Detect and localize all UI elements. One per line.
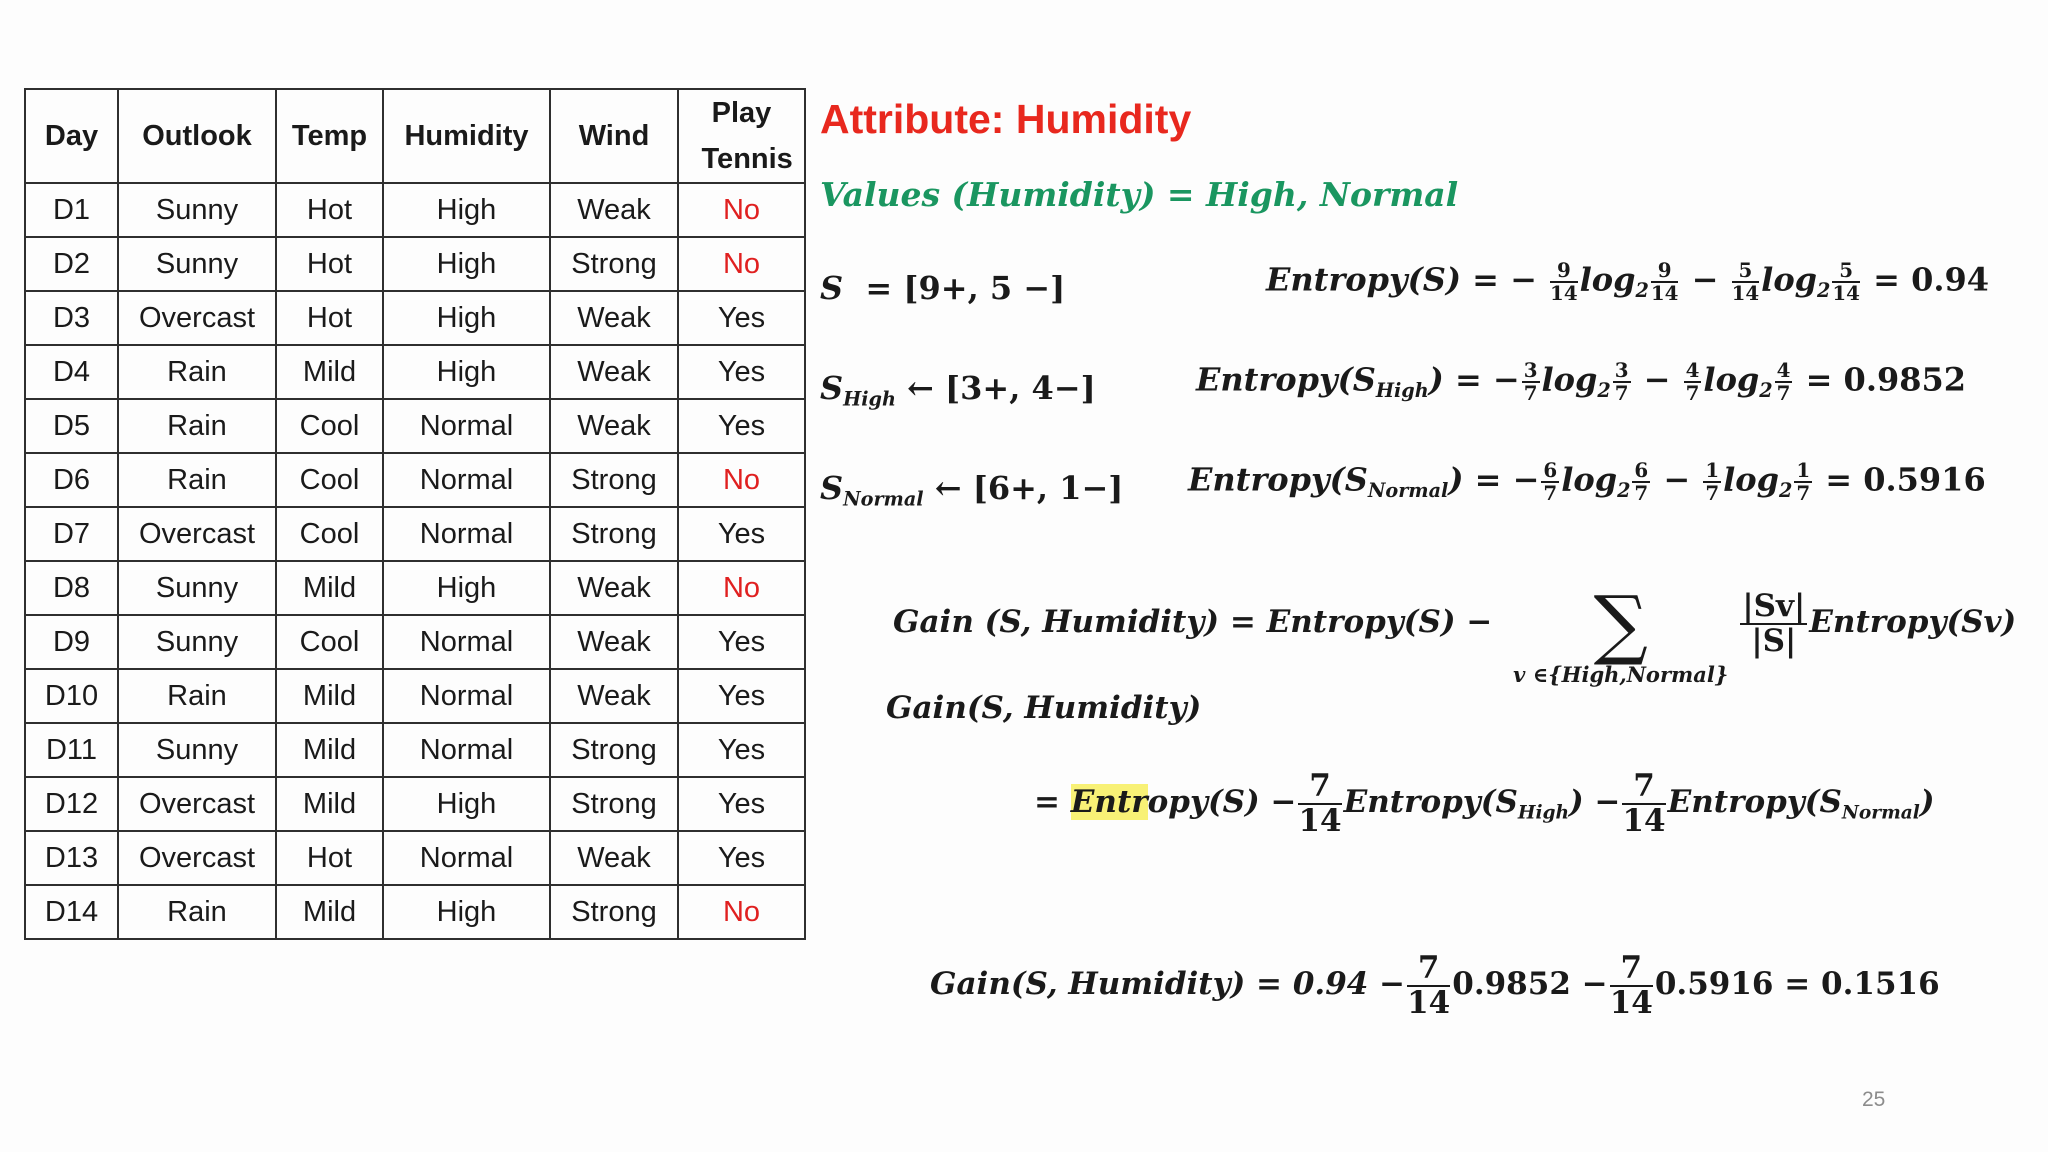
table-row [25, 615, 805, 669]
table-cell: D9 [25, 615, 118, 669]
values-line: Values (Humidity) = High, Normal [820, 175, 1459, 214]
table-cell: Cool [276, 399, 383, 453]
entropy-high-n1b: 3 [1614, 358, 1629, 382]
gain-general-lhs: Gain (S, Humidity) = Entropy(S) − [893, 604, 1493, 641]
slide-title: Attribute: Humidity [820, 96, 1192, 142]
table-cell: Normal [383, 831, 550, 885]
entropy-high-equation: $Entropy(S_{High})$ = − $\frac{3}{7}$ $\log_2$ $\frac{3}{7}$ − $\frac{4}{7}$ $\log_2$ $\frac{4}{7}$ = 0.9852 [1196, 358, 1967, 405]
table-cell: D5 [25, 399, 118, 453]
table-body [25, 183, 805, 939]
s-high-rhs: ← [3+, 4−] [907, 369, 1096, 407]
table-cell: Cool [276, 507, 383, 561]
play-tennis-table [24, 88, 806, 940]
table-cell: Hot [276, 831, 383, 885]
table-cell: No [678, 237, 805, 291]
table-cell: Weak [550, 669, 678, 723]
gain-general-tail: Entropy(Sv) [1809, 604, 2017, 641]
table-cell: Hot [276, 291, 383, 345]
entropy-s-equation: Entropy(S) = − $\frac{9}{14}$ $\log_2$ $\frac{9}{14}$ − $\frac{5}{14}$ $\log_2$ $\frac{5}{14}$ = 0.94 [1266, 258, 1990, 305]
table-cell: D13 [25, 831, 118, 885]
table-cell: Weak [550, 615, 678, 669]
table-row [25, 291, 805, 345]
table-cell: Weak [550, 399, 678, 453]
entropy-s-lhs: Entropy(S) = − [1266, 260, 1537, 299]
header-wind: Wind [550, 89, 678, 183]
table-cell: Mild [276, 723, 383, 777]
entropy-high-sub: High [1375, 379, 1429, 403]
header-day: Day [25, 89, 118, 183]
s-normal-rhs: ← [6+, 1−] [934, 469, 1124, 507]
table-cell: Sunny [118, 615, 276, 669]
entropy-s-n1b: 9 [1651, 260, 1679, 283]
table-cell: Normal [383, 399, 550, 453]
table-cell: High [383, 291, 550, 345]
table-cell: No [678, 885, 805, 939]
table-row [25, 723, 805, 777]
table-cell: Yes [678, 831, 805, 885]
page-number: 25 [1862, 1088, 1886, 1111]
table-cell: Sunny [118, 723, 276, 777]
gain-expand-n1: 7 [1298, 770, 1341, 805]
gain-general-num: |Sv| [1742, 588, 1806, 625]
table-cell: Yes [678, 399, 805, 453]
table-row [25, 669, 805, 723]
entropy-high-d1b: 7 [1614, 380, 1629, 405]
table-cell: Mild [276, 561, 383, 615]
entropy-normal-d2b: 7 [1796, 480, 1811, 505]
table-cell: Strong [550, 777, 678, 831]
entropy-normal-n2b: 1 [1796, 458, 1811, 482]
table-cell: Cool [276, 453, 383, 507]
s-normal-definition: $S_{Normal}$ ← [6+, 1−] [820, 469, 1124, 511]
table-cell: D2 [25, 237, 118, 291]
entropy-s-d2b: 14 [1832, 280, 1860, 305]
header-play-tennis-label: Play Tennis [701, 97, 793, 175]
table-cell: Mild [276, 669, 383, 723]
gain-final-v2: 0.5916 [1654, 966, 1774, 1003]
gain-expansion: = Entropy(S) − $\frac{7}{14}$ $Entropy(S_{High})$ − $\frac{7}{14}$ $Entropy(S_{Normal})$ [1034, 768, 1935, 839]
entropy-high-result: 0.9852 [1843, 360, 1967, 399]
entropy-s-n2b: 5 [1832, 260, 1860, 283]
table-cell: Strong [550, 885, 678, 939]
entropy-high-n2b: 4 [1776, 358, 1791, 382]
entropy-normal-d2: 7 [1705, 480, 1720, 505]
entropy-normal-n1b: 6 [1634, 458, 1649, 482]
gain-expand-d1: 14 [1298, 802, 1342, 839]
entropy-s-n2: 5 [1732, 260, 1760, 283]
table-cell: Cool [276, 615, 383, 669]
table-cell: Overcast [118, 507, 276, 561]
table-cell: High [383, 237, 550, 291]
table-cell: High [383, 561, 550, 615]
entropy-normal-n2: 1 [1705, 458, 1720, 482]
table-cell: Normal [383, 669, 550, 723]
table-cell: Normal [383, 507, 550, 561]
table-row [25, 237, 805, 291]
table-cell: Strong [550, 453, 678, 507]
s-definition [820, 269, 1066, 307]
s-definition-rhs: = [9+, 5 −] [865, 269, 1066, 307]
table-cell: D12 [25, 777, 118, 831]
table-cell: Mild [276, 345, 383, 399]
gain-final: Gain(S, Humidity) = 0.94 − $\frac{7}{14}$ 0.9852 − $\frac{7}{14}$ 0.5916 = 0.1516 [930, 950, 1940, 1021]
entropy-high-n2: 4 [1685, 358, 1700, 382]
table-cell: Weak [550, 561, 678, 615]
gain-general-formula [893, 576, 2017, 688]
table-cell: Strong [550, 507, 678, 561]
table-cell: No [678, 453, 805, 507]
header-humidity: Humidity [383, 89, 550, 183]
entropy-normal-d1: 7 [1543, 480, 1558, 505]
entropy-s-n1: 9 [1550, 260, 1578, 283]
table-cell: Weak [550, 291, 678, 345]
table-row [25, 183, 805, 237]
table-cell: Hot [276, 183, 383, 237]
gain-final-v1: 0.9852 [1452, 966, 1571, 1003]
table-cell: Yes [678, 507, 805, 561]
table-cell: Weak [550, 345, 678, 399]
summation [1513, 579, 1729, 688]
table-cell: Yes [678, 291, 805, 345]
table-cell: High [383, 885, 550, 939]
table-cell: Weak [550, 831, 678, 885]
table-cell: Rain [118, 399, 276, 453]
s-high-sub: High [843, 387, 896, 411]
entropy-high-n1: 3 [1523, 358, 1538, 382]
table-row [25, 345, 805, 399]
table-cell: Rain [118, 345, 276, 399]
entropy-high-d2b: 7 [1776, 380, 1791, 405]
s-high-definition: $S_{High}$ ← [3+, 4−] [820, 369, 1096, 411]
entropy-normal-result: 0.5916 [1863, 460, 1986, 499]
table-cell: Hot [276, 237, 383, 291]
table-cell: Yes [678, 345, 805, 399]
gain-final-n1: 7 [1407, 952, 1450, 987]
entropy-normal-equation: $Entropy(S_{Normal})$ = − $\frac{6}{7}$ $\log_2$ $\frac{6}{7}$ − $\frac{1}{7}$ $\log_2$ $\frac{1}{7}$ = 0.5916 [1188, 458, 1986, 505]
table-cell: Rain [118, 885, 276, 939]
table-cell: D3 [25, 291, 118, 345]
gain-final-result: 0.1516 [1821, 966, 1940, 1003]
table-cell: D8 [25, 561, 118, 615]
entropy-s-d1b: 14 [1650, 280, 1679, 305]
table-cell: Strong [550, 723, 678, 777]
table-row [25, 885, 805, 939]
table-cell: D11 [25, 723, 118, 777]
s-normal-sub: Normal [843, 487, 924, 511]
table-cell: D6 [25, 453, 118, 507]
gain-final-d1: 14 [1407, 984, 1451, 1021]
table-cell: High [383, 345, 550, 399]
s-definition-lhs: S [820, 269, 844, 307]
header-play-tennis [678, 89, 805, 183]
table-cell: D10 [25, 669, 118, 723]
table-cell: Mild [276, 885, 383, 939]
gain-expand-n2: 7 [1622, 770, 1665, 805]
table-cell: Yes [678, 615, 805, 669]
table-cell: D14 [25, 885, 118, 939]
entropy-normal-d1b: 7 [1634, 480, 1649, 505]
sigma-symbol: ∑ [1593, 579, 1648, 668]
table-cell: Rain [118, 453, 276, 507]
table-cell: Normal [383, 453, 550, 507]
entropy-s-result: 0.94 [1911, 260, 1990, 299]
gain-final-lhs: Gain(S, Humidity) = 0.94 − [930, 966, 1406, 1003]
table-cell: Overcast [118, 777, 276, 831]
gain-final-n2: 7 [1610, 952, 1653, 987]
table-cell: Mild [276, 777, 383, 831]
table-row [25, 507, 805, 561]
entropy-s-d2: 14 [1731, 280, 1760, 305]
table-cell: Normal [383, 615, 550, 669]
highlight-mark: Entr [1070, 784, 1148, 821]
table-row [25, 399, 805, 453]
table-cell: Yes [678, 669, 805, 723]
table-cell: No [678, 183, 805, 237]
table-header-row [25, 89, 805, 183]
table-cell: D1 [25, 183, 118, 237]
table-cell: Sunny [118, 561, 276, 615]
table-cell: Normal [383, 723, 550, 777]
table-cell: D4 [25, 345, 118, 399]
entropy-normal-n1: 6 [1543, 458, 1558, 482]
table-cell: Overcast [118, 831, 276, 885]
table-cell: D7 [25, 507, 118, 561]
entropy-s-d1: 14 [1550, 280, 1578, 305]
table-cell: No [678, 561, 805, 615]
entropy-high-d2: 7 [1685, 380, 1700, 405]
table-row [25, 831, 805, 885]
entropy-high-d1: 7 [1523, 380, 1538, 405]
table-row [25, 453, 805, 507]
gain-label: Gain(S, Humidity) [886, 690, 1202, 726]
table-cell: Strong [550, 237, 678, 291]
summation-index: v ∈{High,Normal} [1513, 662, 1729, 688]
header-outlook: Outlook [118, 89, 276, 183]
table-cell: High [383, 777, 550, 831]
entropy-normal-sub: Normal [1367, 479, 1449, 503]
table-cell: Rain [118, 669, 276, 723]
gain-expand-d2: 14 [1622, 802, 1666, 839]
table-cell: Sunny [118, 183, 276, 237]
table-row [25, 561, 805, 615]
table-cell: Yes [678, 777, 805, 831]
table-cell: Weak [550, 183, 678, 237]
table-cell: Overcast [118, 291, 276, 345]
table-cell: Yes [678, 723, 805, 777]
table-row [25, 777, 805, 831]
gain-general-den: |S| [1751, 622, 1797, 659]
table-cell: Sunny [118, 237, 276, 291]
gain-final-d2: 14 [1609, 984, 1653, 1021]
table-cell: High [383, 183, 550, 237]
header-temp: Temp [276, 89, 383, 183]
